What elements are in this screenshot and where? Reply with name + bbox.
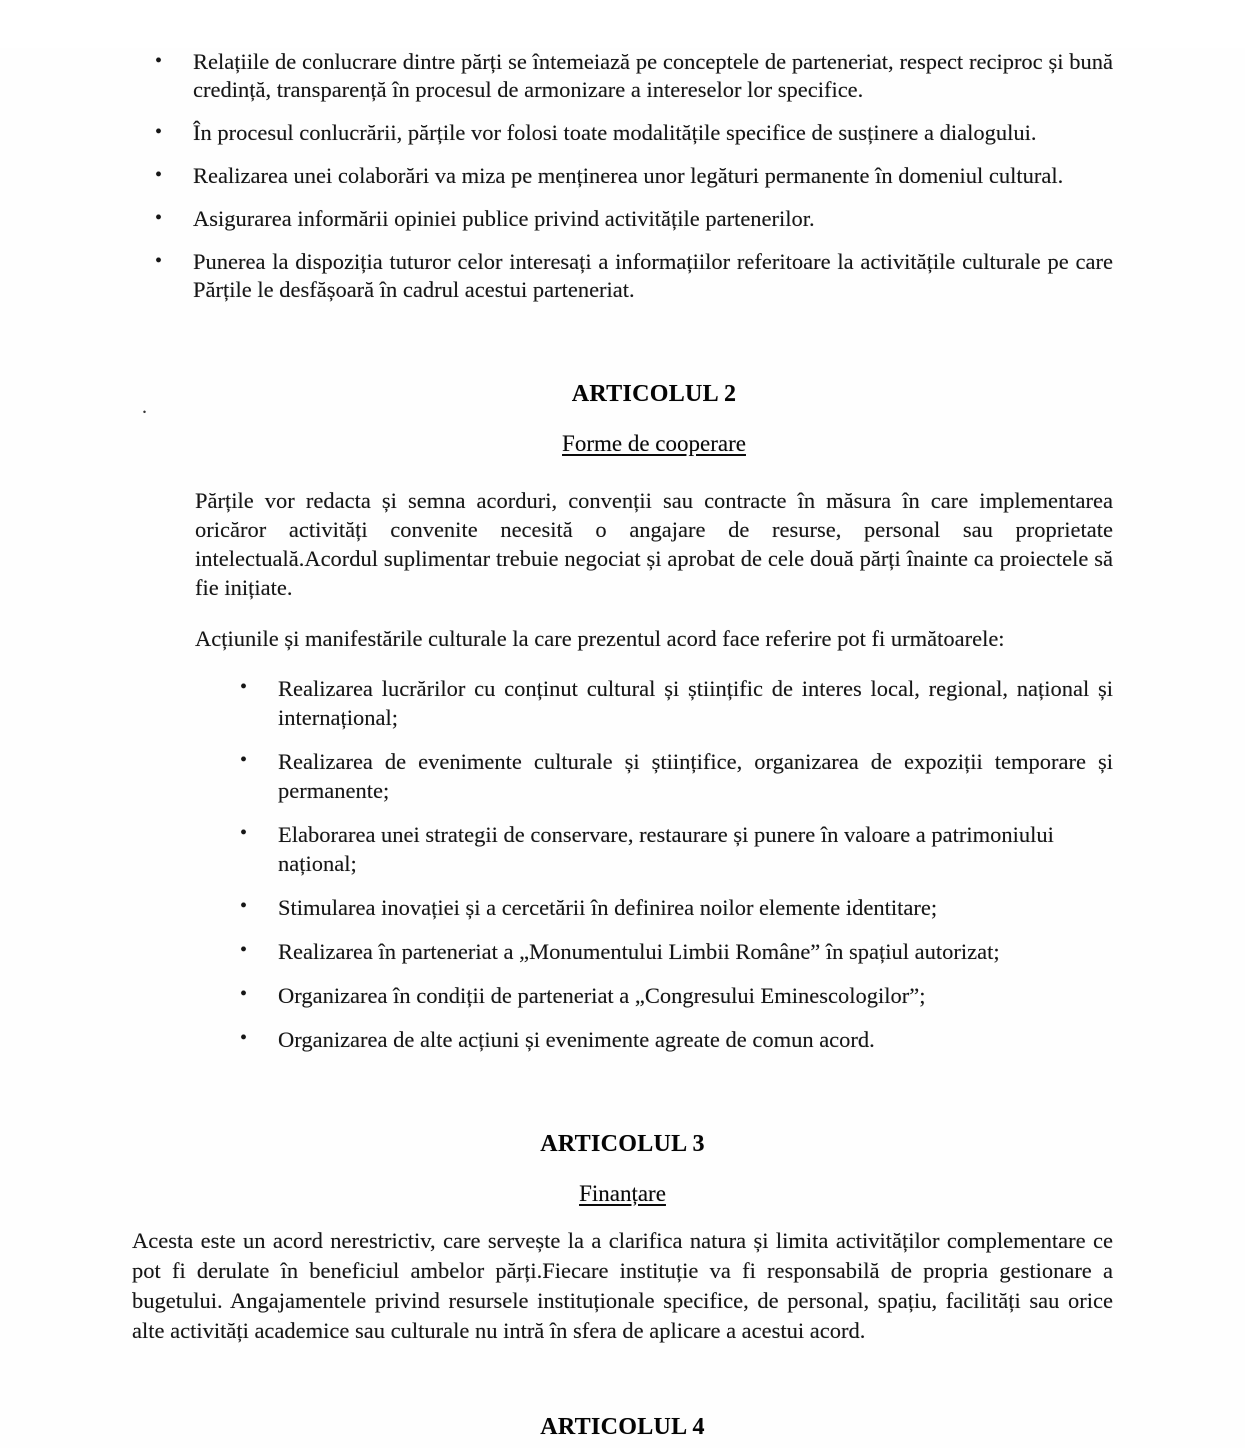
list-item-text: Asigurarea informării opiniei publice privind activitățile partenerilor. (193, 206, 815, 231)
article-3-body-paragraph: Acesta este un acord nerestrictiv, care servește la a clarifica natura și limita activităților complementare ce pot fi derulate în beneficiul ambelor părți.Fiecare instituție va fi responsabilă de propria gestionare a bugetului. Angajamentele privind resursele instituționale specifice, de personal, spațiu, facilități sau orice alte activități academice sau culturale nu intră în sfera de aplicare a acestui acord. (132, 1228, 1113, 1343)
list-item (0, 248, 1245, 304)
list-item-text: În procesul conlucrării, părțile vor folosi toate modalitățile specifice de susținere a dialogului. (193, 120, 1037, 145)
list-item-text: Realizarea lucrărilor cu conținut cultural și științific de interes local, regional, național și internațional; (278, 676, 1113, 730)
bullet-icon: • (240, 1027, 248, 1049)
list-item-text: Punerea la dispoziția tuturor celor interesați a informațiilor referitoare la activitățile culturale pe care Părțile le desfășoară în cadrul acestui parteneriat. (193, 249, 1113, 302)
list-item (0, 119, 1245, 147)
list-item (0, 162, 1245, 190)
article-2-subheading-text: Forme de cooperare (562, 431, 746, 456)
list-item (0, 981, 1245, 1010)
list-item (0, 1025, 1245, 1054)
article-3-subheading (132, 1180, 1113, 1208)
bullet-icon: • (155, 250, 163, 272)
list-item-text: Organizarea de alte acțiuni și evenimente agreate de comun acord. (278, 1027, 875, 1052)
bullet-icon: • (240, 676, 248, 698)
bullet-icon: • (240, 822, 248, 844)
bullet-icon: • (155, 164, 163, 186)
list-item-text: Stimularea inovației și a cercetării în definirea noilor elemente identitare; (278, 895, 938, 920)
list-item-text: Realizarea de evenimente culturale și științifice, organizarea de expoziții temporare și permanente; (278, 749, 1113, 803)
article-3-subheading-text: Finanțare (579, 1181, 666, 1206)
list-item (0, 674, 1245, 732)
list-item-text: Realizarea în parteneriat a „Monumentului Limbii Române” în spațiul autorizat; (278, 939, 1000, 964)
document-page (0, 48, 1245, 1448)
list-item (0, 893, 1245, 922)
bullet-icon: • (155, 207, 163, 229)
list-item-text: Organizarea în condiții de parteneriat a „Congresului Eminescologilor”; (278, 983, 926, 1008)
cooperation-principles-list (0, 48, 1245, 304)
bullet-icon: • (240, 895, 248, 917)
bullet-icon: • (240, 983, 248, 1005)
article-2-lead-paragraph: Acțiunile și manifestările culturale la care prezentul acord face referire pot fi următoarele: (195, 626, 1005, 651)
list-item-text: Elaborarea unei strategii de conservare, restaurare și punere în valoare a patrimoniului național; (278, 822, 1054, 876)
list-item (0, 820, 1245, 878)
article-3-heading: ARTICOLUL 3 (540, 1131, 705, 1157)
list-item (0, 937, 1245, 966)
list-item (0, 48, 1245, 104)
bullet-icon: • (240, 749, 248, 771)
article-2-intro-paragraph: Părțile vor redacta și semna acorduri, convenții sau contracte în măsura în care implementarea oricăror activități convenite necesită o angajare de resurse, personal sau proprietate intelectuală.Acordul suplimentar trebuie negociat și aprobat de cele două părți înainte ca proiectele să fie inițiate. (195, 488, 1113, 600)
list-item (0, 205, 1245, 233)
list-item (0, 747, 1245, 805)
cooperation-forms-list (0, 674, 1245, 1054)
article-4-heading: ARTICOLUL 4 (540, 1414, 705, 1440)
article-2-heading: ARTICOLUL 2 (571, 381, 737, 407)
bullet-icon: • (155, 121, 163, 143)
stray-scan-mark: . (142, 396, 147, 418)
bullet-icon: • (155, 50, 163, 72)
list-item-text: Relațiile de conlucrare dintre părți se întemeiază pe conceptele de parteneriat, respect reciproc și bună credință, transparență în procesul de armonizare a intereselor lor specifice. (193, 49, 1113, 102)
list-item-text: Realizarea unei colaborări va miza pe menținerea unor legături permanente în domeniul cultural. (193, 163, 1064, 188)
bullet-icon: • (240, 939, 248, 961)
article-2-subheading (195, 430, 1113, 458)
